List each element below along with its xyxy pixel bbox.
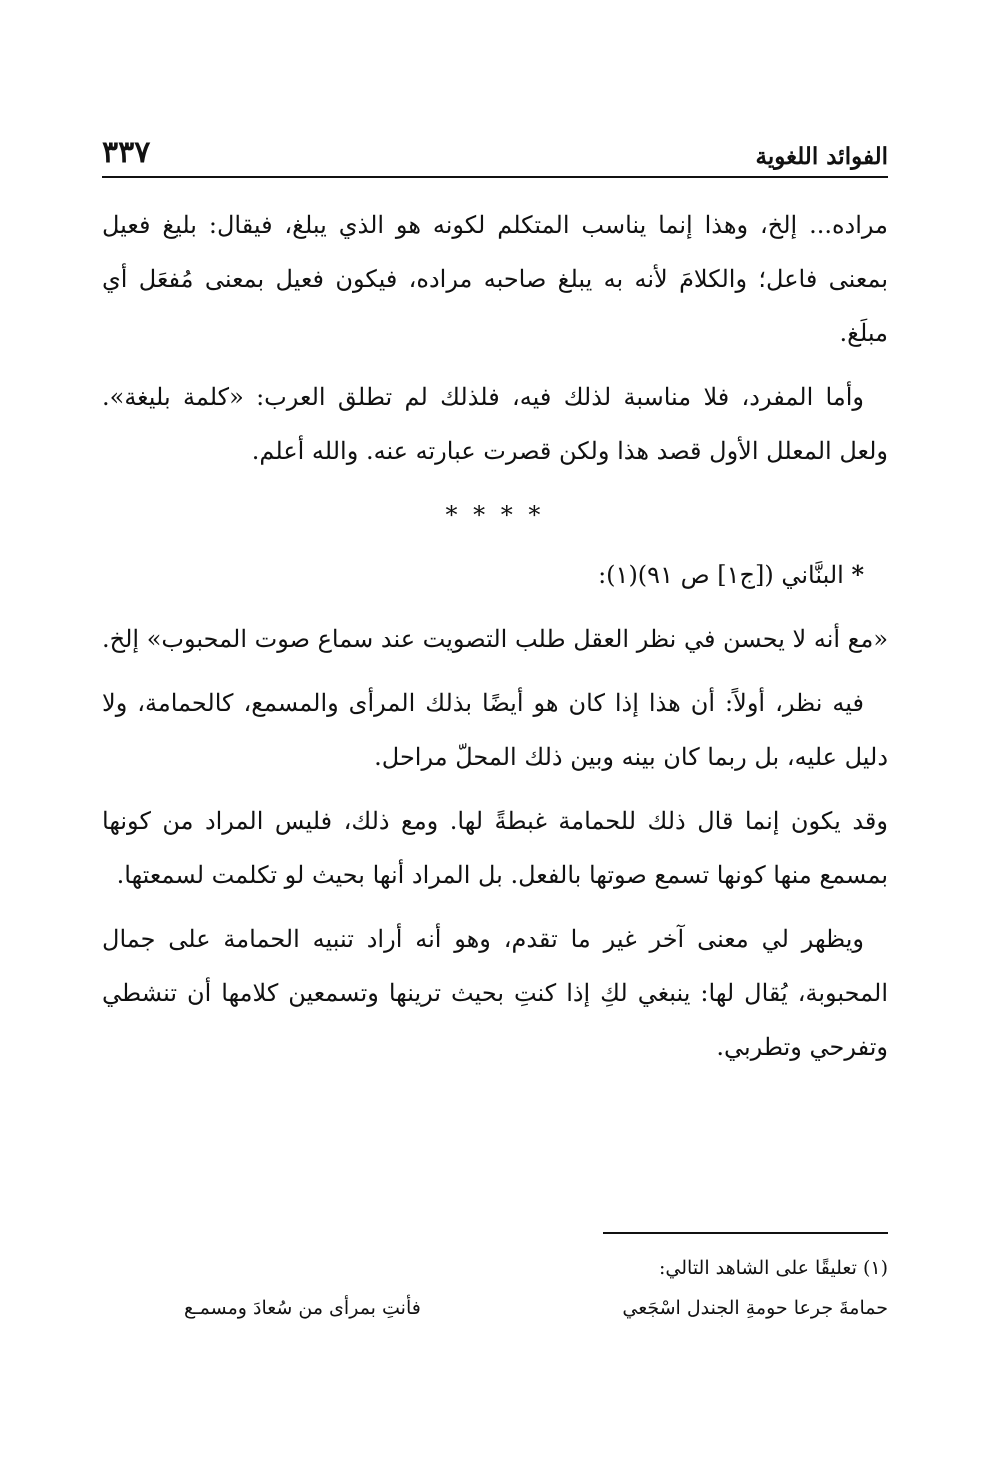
page-header — [102, 128, 888, 168]
verse-second-hemistich: فأنتِ بمرأى من سُعادَ ومسمـع — [184, 1297, 421, 1319]
entry-heading — [102, 548, 888, 602]
footnote-rule — [603, 1232, 888, 1234]
star-mark: * — [851, 560, 864, 589]
page-number: ٣٣٧ — [102, 135, 151, 170]
paragraph-5: ويظهر لي معنى آخر غير ما تقدم، وهو أنه أراد تنبيه الحمامة على جمال المحبوبة، يُقال لها: ينبغي لكِ إذا كنتِ بحيث ترينها وتسمعين كلامها أن تنشطي وتفرحي وتطربي. — [102, 925, 888, 1061]
entry-heading-text: البنَّاني ([ج١] ص ٩١)(١): — [598, 561, 844, 589]
poetry-verse — [102, 1288, 888, 1328]
paragraph-1: مراده... إلخ، وهذا إنما يناسب المتكلم لكونه هو الذي يبلغ، فيقال: بليغ فعيل بمعنى فاعل؛ والكلامَ لأنه به يبلغ صاحبه مراده، فيكون فعيل بمعنى مُفعَل أي مبلَغ. — [102, 211, 888, 347]
paragraph-3: فيه نظر، أولاً: أن هذا إذا كان هو أيضًا بذلك المرأى والمسمع، كالحمامة، ولا دليل عليه، بل ربما كان بينه وبين ذلك المحلّ مراحل. — [102, 689, 888, 771]
paragraph-4: وقد يكون إنما قال ذلك للحمامة غبطةً لها. ومع ذلك، فليس المراد من كونها بمسمع منها كونها تسمع صوتها بالفعل. بل المراد أنها بحيث لو تكلمت لسمعتها. — [102, 807, 888, 889]
footnote-text: تعليقًا على الشاهد التالي: — [659, 1257, 857, 1279]
footnote-1 — [102, 1248, 888, 1288]
paragraph-2: وأما المفرد، فلا مناسبة لذلك فيه، فلذلك لم تطلق العرب: «كلمة بليغة». ولعل المعلل الأول قصد هذا ولكن قصرت عبارته عنه. والله أعلم. — [102, 383, 888, 465]
header-rule — [102, 176, 888, 178]
verse-first-hemistich: حمامةَ جرعا حومةِ الجندل اسْجَعي — [622, 1297, 888, 1319]
footnote-label: (١) — [862, 1257, 888, 1279]
quoted-passage: «مع أنه لا يحسن في نظر العقل طلب التصويت عند سماع صوت المحبوب» إلخ. — [101, 625, 888, 653]
footnotes — [102, 1248, 888, 1328]
section-separator: * * * * — [445, 501, 545, 529]
main-text — [102, 198, 888, 1084]
running-title: الفوائد اللغوية — [755, 143, 888, 170]
